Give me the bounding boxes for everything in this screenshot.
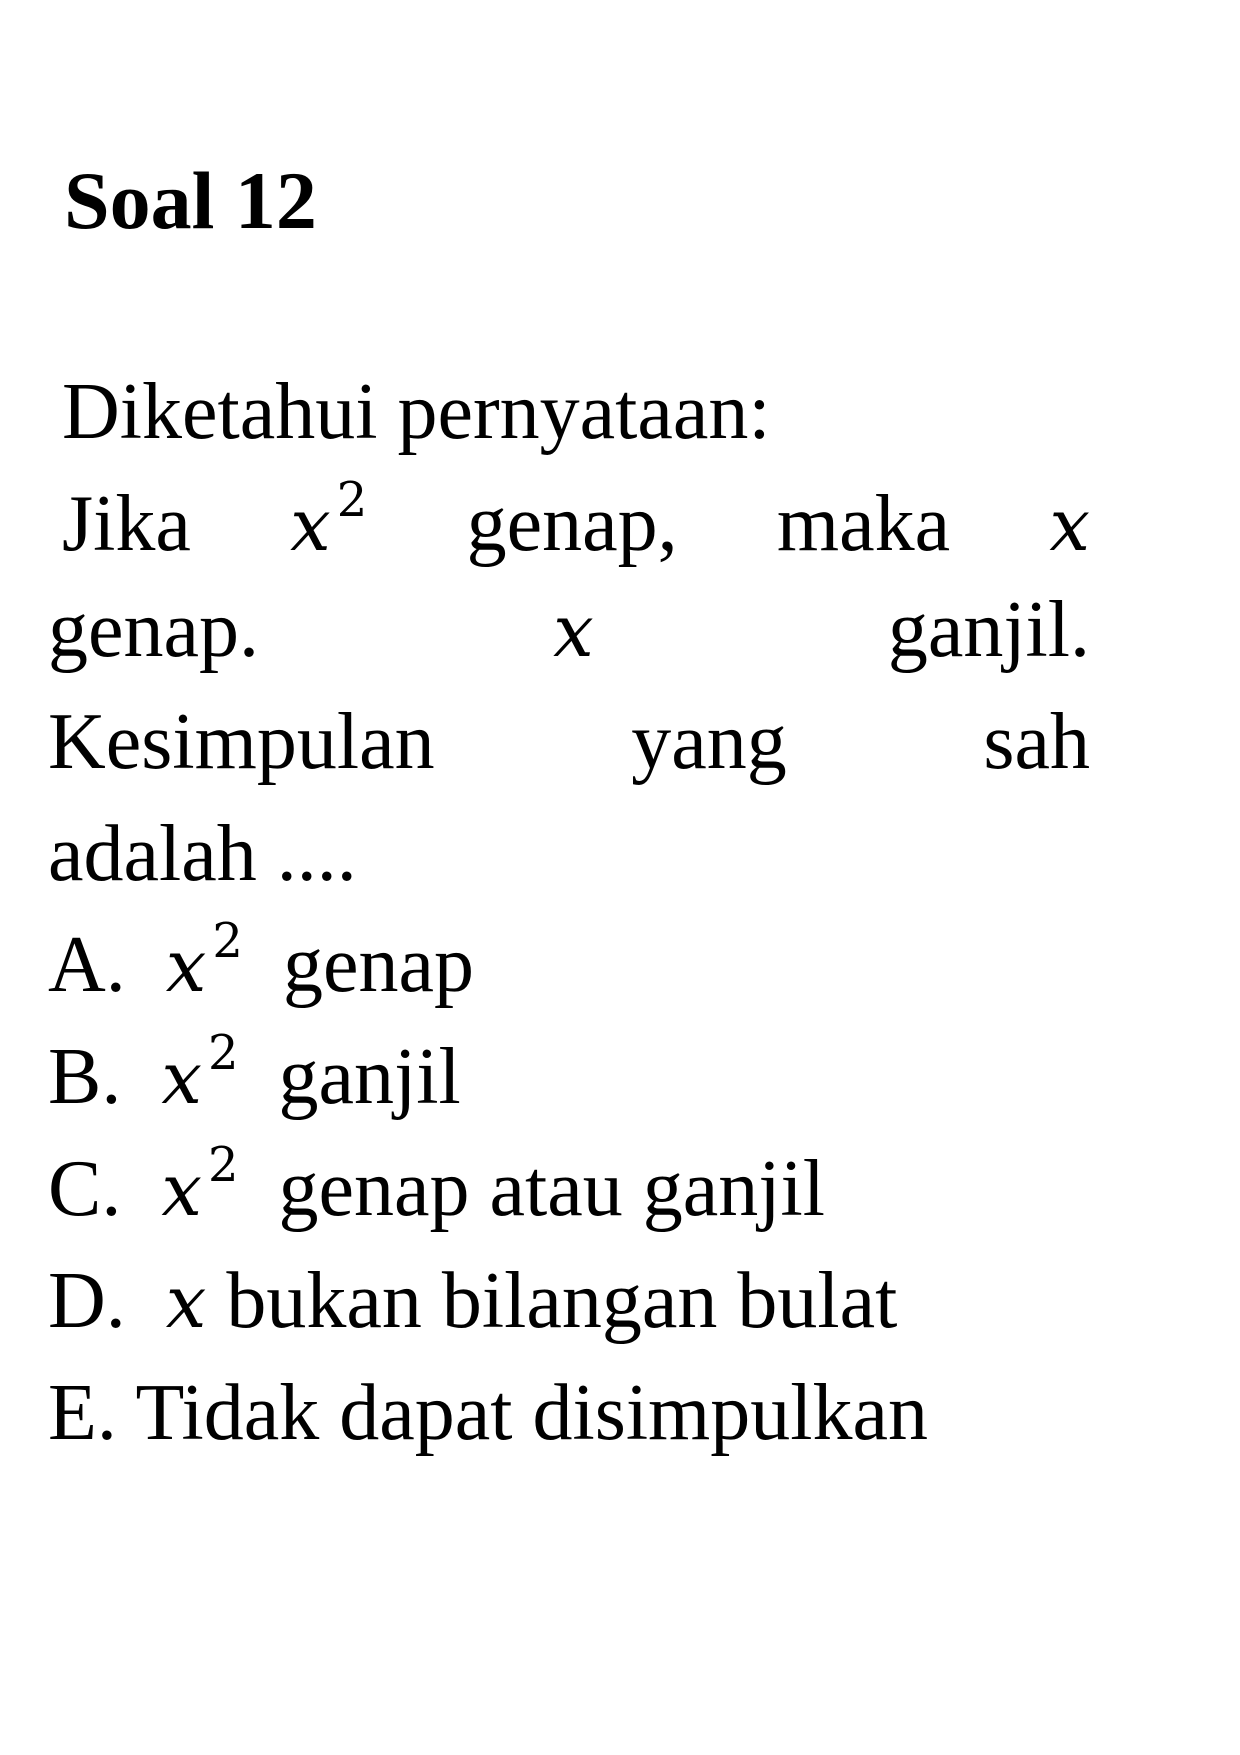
variable-x: x — [553, 589, 594, 673]
option-text: ganjil — [278, 1033, 461, 1121]
exponent-2: 2 — [207, 1137, 239, 1193]
word-ganjil: ganjil. — [887, 586, 1090, 674]
word-kesimpulan: Kesimpulan — [48, 698, 435, 786]
word-genap: genap, — [466, 480, 678, 568]
exponent-2: 2 — [336, 472, 368, 528]
statement-line-2 — [48, 586, 1090, 674]
option-c — [48, 1137, 825, 1233]
option-e — [48, 1369, 929, 1457]
word-sah: sah — [983, 698, 1090, 786]
variable-x: x — [165, 924, 207, 1008]
option-letter: C. — [48, 1145, 122, 1233]
statement-line-1 — [62, 472, 1090, 568]
option-letter: B. — [48, 1033, 122, 1121]
variable-x: x — [165, 1260, 207, 1344]
math-x-squared — [290, 472, 368, 567]
word-genap: genap. — [48, 586, 260, 674]
option-letter: A. — [48, 921, 126, 1009]
option-text: Tidak dapat disimpulkan — [135, 1369, 929, 1457]
option-b — [48, 1025, 461, 1121]
variable-x: x — [161, 1148, 202, 1232]
variable-x: x — [161, 1036, 202, 1120]
variable-x: x — [290, 483, 331, 567]
option-letter: E. — [48, 1369, 117, 1457]
word-jika: Jika — [62, 480, 191, 568]
question-title: Soal 12 — [64, 155, 317, 246]
option-d — [48, 1257, 898, 1345]
option-letter: D. — [48, 1257, 126, 1345]
word-yang: yang — [631, 698, 787, 786]
option-text: genap — [282, 921, 474, 1009]
exponent-2: 2 — [207, 1025, 239, 1081]
exponent-2: 2 — [212, 913, 243, 969]
option-a — [48, 913, 474, 1009]
option-text: bukan bilangan bulat — [226, 1257, 898, 1345]
intro-text: Diketahui pernyataan: — [62, 368, 771, 456]
statement-line-4: adalah .... — [48, 810, 357, 898]
variable-x: x — [1049, 483, 1090, 567]
word-maka: maka — [776, 480, 951, 568]
statement-line-3 — [48, 698, 1090, 786]
option-text: genap atau ganjil — [278, 1145, 825, 1233]
